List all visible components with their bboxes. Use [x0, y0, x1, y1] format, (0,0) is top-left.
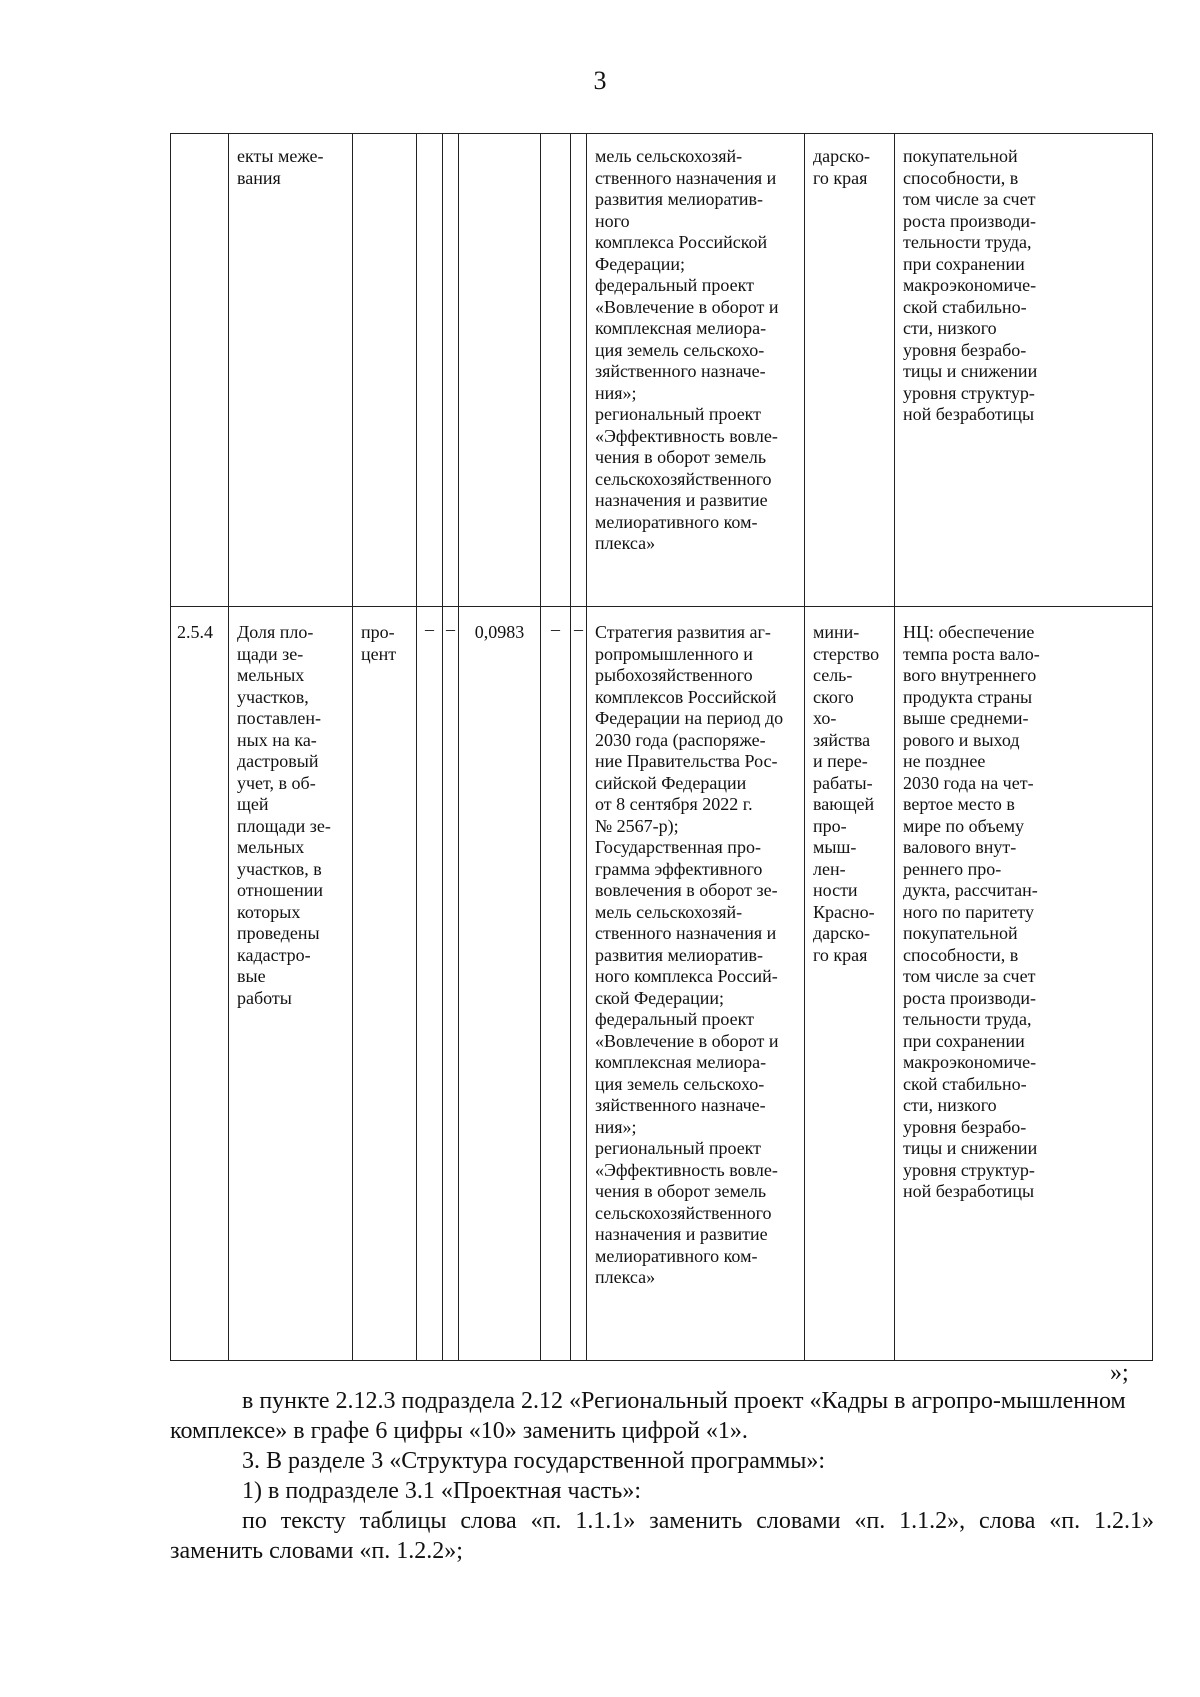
- paragraph: в пункте 2.12.3 подраздела 2.12 «Региональный проект «Кадры в агропро-мышленном комплексе» в графе 6 цифры «10» заменить цифрой «1».: [170, 1388, 1126, 1444]
- table-row: [171, 134, 1153, 607]
- indicators-table: [170, 133, 1153, 1361]
- paragraph: по тексту таблицы слова «п. 1.1.1» заменить словами «п. 1.1.2», слова «п. 1.2.1» заменить словами «п. 1.2.2»;: [170, 1508, 1154, 1564]
- value-cell: [459, 134, 541, 607]
- value-cell: [417, 134, 443, 607]
- value-cell: [571, 134, 587, 607]
- page-number: 3: [593, 66, 607, 95]
- goal-cell: покупательной способности, в том числе за счет роста производи- тельности труда, при сохранении макроэкономиче- ской стабильно- сти, низкого уровня безрабо- тицы и снижении уровня структур- ной безработицы: [895, 134, 1153, 607]
- closing-quote: »;: [1110, 1360, 1129, 1386]
- value-cell: [541, 134, 571, 607]
- number-cell: 2.5.4: [171, 607, 229, 1361]
- indicator-cell: екты меже- вания: [229, 134, 353, 607]
- paragraph: 1) в подразделе 3.1 «Проектная часть»:: [242, 1478, 641, 1504]
- value-cell: –: [541, 607, 571, 1361]
- responsible-cell: мини- стерство сель- ского хо- зяйства и пере- рабаты- вающей про- мыш- лен- ности Красно- дарско- го края: [805, 607, 895, 1361]
- value-cell: –: [571, 607, 587, 1361]
- responsible-cell: дарско- го края: [805, 134, 895, 607]
- sources-cell: Стратегия развития аг- ропромышленного и рыбохозяйственного комплексов Российской Федерации на период до 2030 года (распоряже- ние Правительства Рос- сийской Федерации от 8 сентября 2022 г. № 2567-р); Государственная про- грамма эффективного вовлечения в оборот зе- мель сельскохозяй- ственного назначения и развития мелиоратив- ного комплекса Россий- ской Федерации; федеральный проект «Вовлечение в оборот и комплексная мелиора- ция земель сельскохо- зяйственного назначе- ния»; региональный проект «Эффективность вовле- чения в оборот земель сельскохозяйственного назначения и развитие мелиоративного ком- плекса»: [587, 607, 805, 1361]
- indicator-cell: Доля пло- щади зе- мельных участков, поставлен- ных на ка- дастровый учет, в об- щей площади зе- мельных участков, в отношении которых проведены кадастро- вые работы: [229, 607, 353, 1361]
- value-cell: –: [443, 607, 459, 1361]
- unit-cell: про- цент: [353, 607, 417, 1361]
- goal-cell: НЦ: обеспечение темпа роста вало- вого внутреннего продукта страны выше среднеми- рового и выход не позднее 2030 года на чет- вертое место в мире по объему валового внут- реннего про- дукта, рассчитан- ного по паритету покупательной способности, в том числе за счет роста производи- тельности труда, при сохранении макроэкономиче- ской стабильно- сти, низкого уровня безрабо- тицы и снижении уровня структур- ной безработицы: [895, 607, 1153, 1361]
- sources-cell: мель сельскохозяй- ственного назначения и развития мелиоратив- ного комплекса Российской Федерации; федеральный проект «Вовлечение в оборот и комплексная мелиора- ция земель сельскохо- зяйственного назначе- ния»; региональный проект «Эффективность вовле- чения в оборот земель сельскохозяйственного назначения и развитие мелиоративного ком- плекса»: [587, 134, 805, 607]
- table-row: [171, 607, 1153, 1361]
- value-cell: 0,0983: [459, 607, 541, 1361]
- value-cell: [443, 134, 459, 607]
- value-cell: –: [417, 607, 443, 1361]
- paragraph: 3. В разделе 3 «Структура государственной программы»:: [242, 1448, 826, 1474]
- number-cell: [171, 134, 229, 607]
- unit-cell: [353, 134, 417, 607]
